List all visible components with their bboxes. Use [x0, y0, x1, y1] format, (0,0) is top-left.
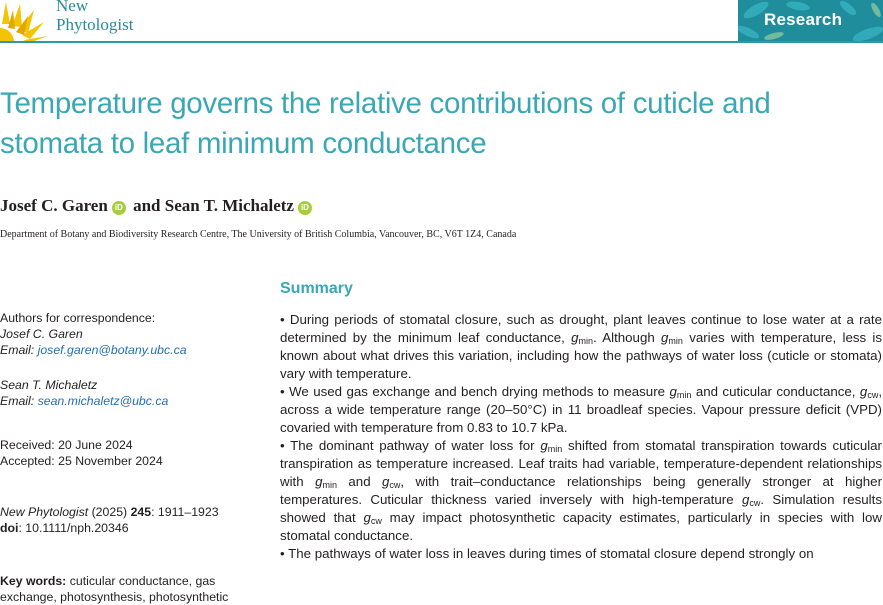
- keywords-block: [0, 573, 262, 605]
- min-subscript: min: [322, 480, 337, 490]
- summary-bullets: [280, 311, 882, 563]
- g-symbol: g: [741, 492, 750, 507]
- bullet-text: , with trait–conductance relationships being generally stronger at higher temperatures. Cuticular thickness varied inversely with high-temperature: [280, 474, 882, 507]
- journal-name-line1: New: [56, 0, 89, 15]
- summary-bullet: [280, 545, 882, 563]
- journal-logo: [0, 0, 48, 42]
- cw-subscript: cw: [867, 390, 879, 400]
- citation-pages: : 1911–1923: [151, 505, 219, 519]
- bullet-text: may impact photosynthetic capacity estimates, particularly in species with low stomatal conductance.: [280, 510, 883, 543]
- summary-bullet: [280, 437, 882, 545]
- min-subscript: min: [668, 336, 683, 346]
- keywords-label: Key words:: [0, 574, 67, 588]
- bullet-text: • The pathways of water loss in leaves during times of stomatal closure depend strongly on: [280, 546, 814, 561]
- cw-subscript: cw: [749, 498, 761, 508]
- bullet-text: • We used gas exchange and bench drying methods to measure: [280, 384, 670, 399]
- cw-subscript: cw: [370, 516, 382, 526]
- summary-bullet: [280, 311, 882, 383]
- correspondence-name: Josef C. Garen: [0, 327, 83, 341]
- citation: [0, 504, 262, 520]
- author-list: [0, 196, 315, 216]
- email-label: Email:: [0, 343, 35, 357]
- summary-bullet: [280, 383, 882, 437]
- doi[interactable]: [0, 520, 262, 536]
- bullet-text: shifted from stomatal transpiration towards cuticular transpiration as temperature increased. Leaf traits had variable, temperature-dependent relationships with: [280, 438, 882, 489]
- article-title: Temperature governs the relative contributions of cuticle and stomata to leaf minimum conductance: [0, 87, 771, 160]
- g-symbol: g: [540, 438, 548, 453]
- email-link[interactable]: sean.michaletz@ubc.ca: [37, 394, 169, 408]
- section-tag: [738, 0, 883, 41]
- journal-name[interactable]: [56, 0, 133, 34]
- bullet-text: . Simulation results showed that: [280, 492, 882, 525]
- min-subscript: min: [676, 390, 692, 400]
- correspondence-email-row: [0, 342, 262, 358]
- g-symbol: g: [315, 474, 323, 489]
- g-symbol: g: [571, 330, 579, 345]
- bullet-text: • The dominant pathway of water loss for: [280, 438, 541, 453]
- g-symbol: g: [661, 330, 669, 345]
- correspondence-block: [0, 377, 262, 409]
- orcid-icon[interactable]: iD: [298, 201, 312, 215]
- keywords-line: [0, 573, 262, 589]
- correspondence-label: Authors for correspondence:: [0, 311, 156, 325]
- email-label: Email:: [0, 394, 35, 408]
- g-symbol: g: [363, 510, 371, 525]
- correspondence-block: [0, 310, 262, 358]
- dates-block: [0, 437, 262, 469]
- received-date: Received: 20 June 2024: [0, 438, 133, 452]
- citation-year: (2025): [88, 505, 131, 519]
- sunburst-logo-icon: [0, 0, 48, 42]
- g-symbol: g: [382, 474, 390, 489]
- citation-journal: New Phytologist: [0, 505, 89, 519]
- citation-block: [0, 504, 262, 536]
- g-symbol: g: [669, 384, 677, 399]
- bullet-text: varies with temperature, less is known about what drives this variation, including how the pathways of water loss (cuticle or stomata) vary with temperature.: [280, 330, 883, 381]
- doi-value: : 10.1111/nph.20346: [18, 521, 129, 535]
- affiliation: Department of Botany and Biodiversity Research Centre, The University of British Columbia, Vancouver, BC, V6T 1Z4, Canada: [0, 229, 517, 240]
- bullet-text: , across a wide temperature range (20–50°C) in 11 broadleaf species. Vapour pressure deficit (VPD) covaried with temperature from 0.83 to 10.7 kPa.: [280, 384, 883, 435]
- citation-volume: 245: [130, 505, 152, 519]
- header-rule: [0, 41, 883, 43]
- bullet-text: • During periods of stomatal closure, such as drought, plant leaves continue to lose water at a rate determined by the minimum leaf conductance,: [280, 312, 882, 345]
- min-subscript: min: [547, 444, 563, 454]
- bullet-text: . Although: [593, 330, 662, 345]
- keywords-line: exchange, photosynthesis, photosynthetic: [0, 590, 229, 604]
- bullet-text: and: [336, 474, 382, 489]
- author-name[interactable]: Sean T. Michaletz: [164, 196, 294, 215]
- correspondence-name: Sean T. Michaletz: [0, 378, 98, 392]
- cw-subscript: cw: [389, 480, 401, 490]
- section-label: Research: [764, 10, 843, 29]
- journal-name-line2: Phytologist: [56, 15, 134, 34]
- correspondence-email-row: [0, 393, 262, 409]
- keywords-text: cuticular conductance, gas: [66, 574, 216, 588]
- email-link[interactable]: josef.garen@botany.ubc.ca: [37, 343, 187, 357]
- min-subscript: min: [578, 336, 594, 346]
- doi-label: doi: [0, 521, 19, 535]
- g-symbol: g: [859, 384, 868, 399]
- bullet-text: and cuticular conductance,: [691, 384, 860, 399]
- summary-heading: Summary: [280, 280, 353, 297]
- author-join: and: [133, 196, 161, 215]
- accepted-date: Accepted: 25 November 2024: [0, 454, 163, 468]
- orcid-icon[interactable]: iD: [112, 201, 126, 215]
- author-name[interactable]: Josef C. Garen: [0, 196, 108, 215]
